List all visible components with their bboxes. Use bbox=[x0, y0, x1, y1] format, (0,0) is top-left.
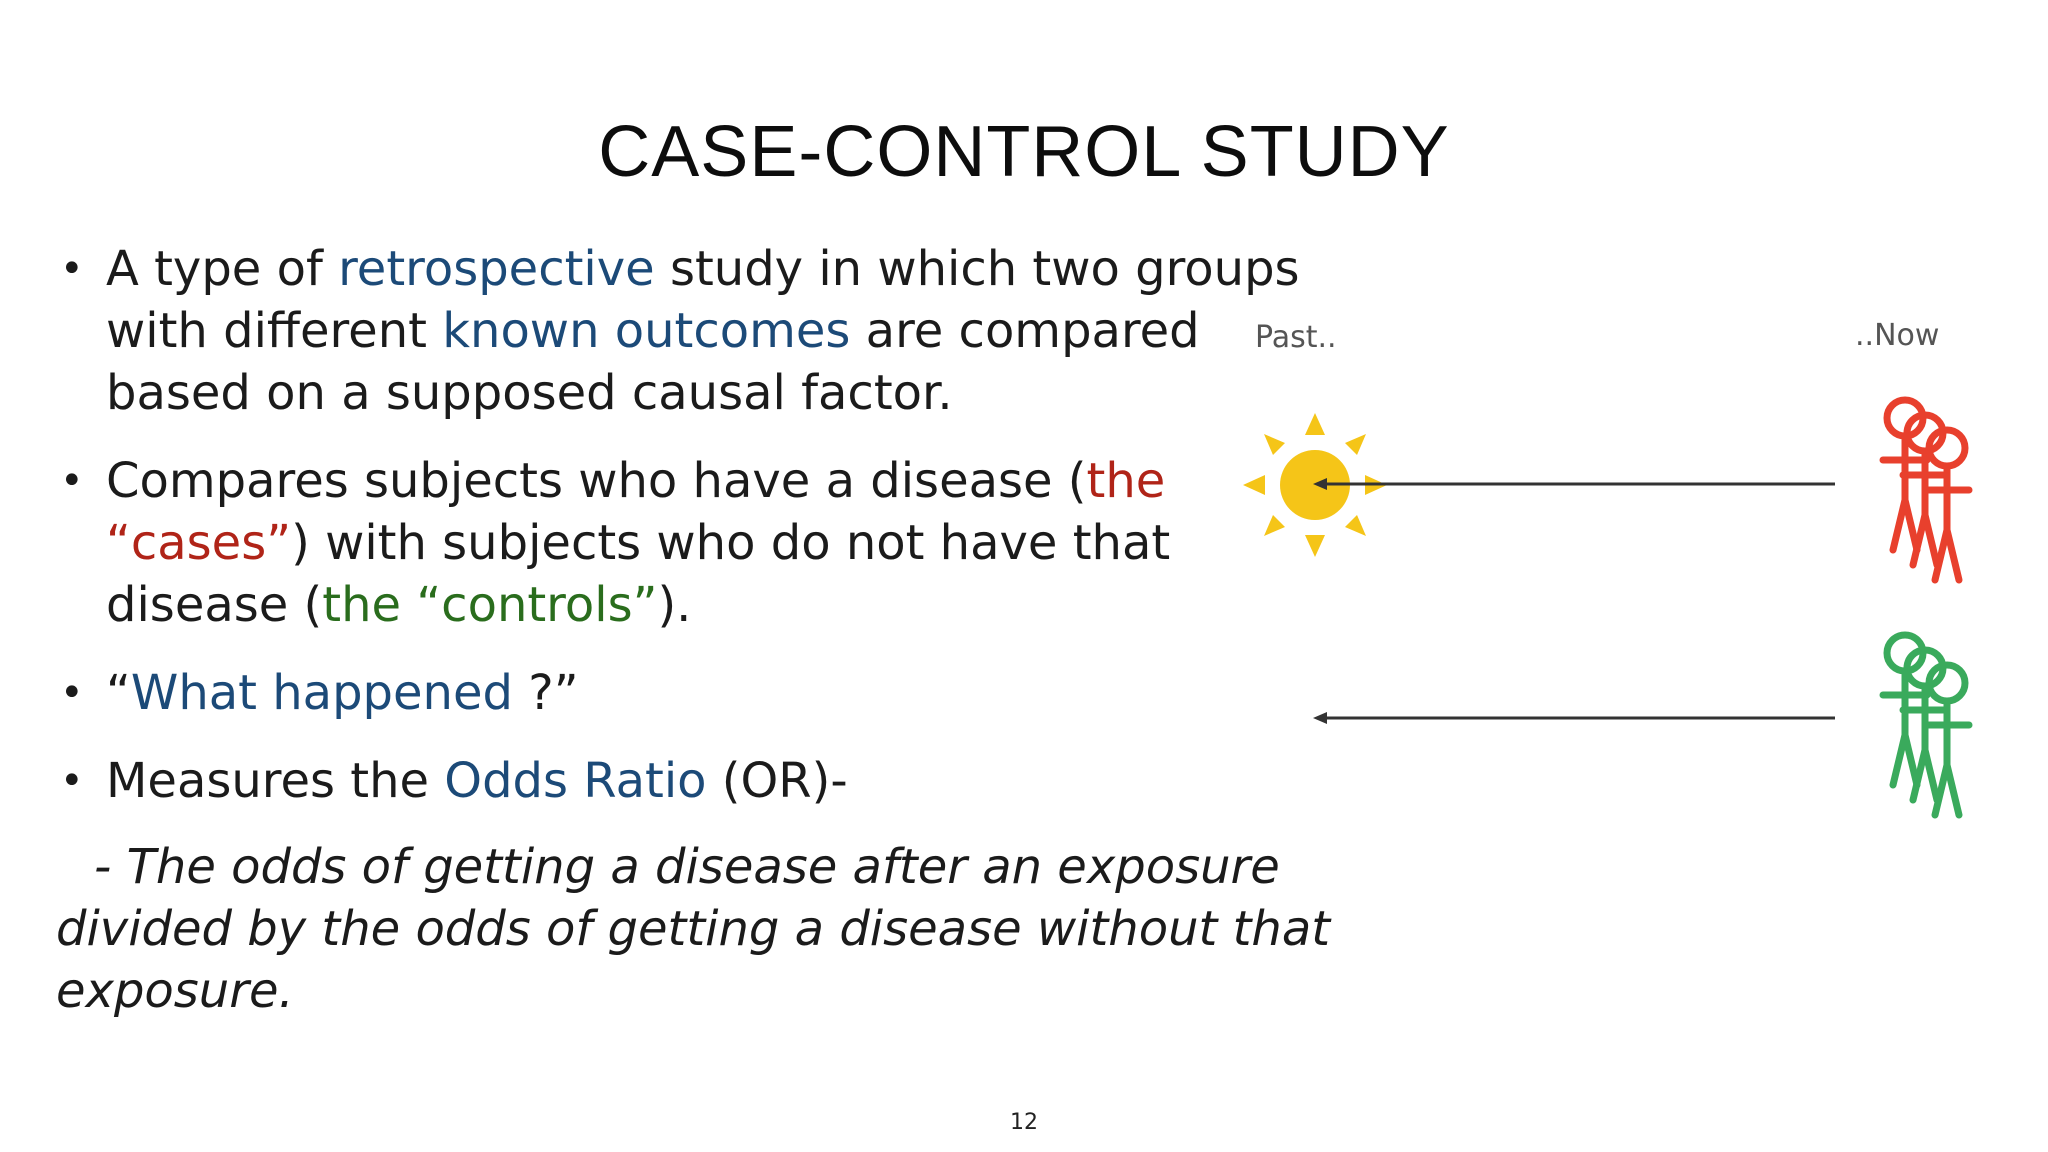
bullet-item-retrospective bbox=[56, 238, 1326, 424]
keyword-what-happened: What happened bbox=[130, 665, 513, 721]
page-number: 12 bbox=[1010, 1110, 1038, 1135]
bullet-text: ) with subjects who do not have that disease ( bbox=[106, 515, 1171, 633]
case-control-diagram bbox=[1235, 300, 2015, 870]
bullet-dot: • bbox=[60, 458, 84, 504]
bullet-list bbox=[56, 238, 1331, 1022]
slide-title: CASE-CONTROL STUDY bbox=[598, 112, 1450, 192]
diagram-graphics bbox=[1235, 300, 2015, 870]
bullet-item-what-happened bbox=[56, 662, 1326, 724]
bullet-text: Compares subjects who have a disease ( bbox=[106, 453, 1087, 509]
bullet-dot: • bbox=[60, 758, 84, 804]
bullet-text: (OR)- bbox=[706, 753, 848, 809]
bullet-text: ). bbox=[657, 577, 692, 633]
bullet-text: “ bbox=[106, 665, 131, 721]
controls-people-icon bbox=[1883, 635, 1969, 815]
now-label: ..Now bbox=[1855, 318, 1940, 353]
keyword-retrospective: retrospective bbox=[338, 241, 655, 297]
keyword-odds-ratio: Odds Ratio bbox=[444, 753, 707, 809]
cases-people-icon bbox=[1883, 400, 1969, 580]
keyword-known-outcomes: known outcomes bbox=[442, 303, 851, 359]
keyword-cases: the “cases” bbox=[106, 453, 1166, 571]
keyword-controls: the “controls” bbox=[322, 577, 658, 633]
bullet-dot: • bbox=[60, 246, 84, 292]
bullet-text: are compared based on a supposed causal factor. bbox=[106, 303, 1200, 421]
bullet-text: A type of bbox=[106, 241, 339, 297]
bullet-dot: • bbox=[60, 670, 84, 716]
arrow-controls-head bbox=[1313, 712, 1327, 724]
odds-ratio-definition: - The odds of getting a disease after an exposure divided by the odds of getting a disease without that exposure. bbox=[56, 839, 1331, 1019]
bullet-text: study in which two groups with different bbox=[106, 241, 1300, 359]
bullet-text: Measures the bbox=[106, 753, 445, 809]
bullet-item-compares bbox=[56, 450, 1326, 636]
past-label: Past.. bbox=[1255, 320, 1337, 355]
bullet-item-odds-ratio bbox=[56, 750, 1326, 812]
bullet-text: ?” bbox=[512, 665, 579, 721]
